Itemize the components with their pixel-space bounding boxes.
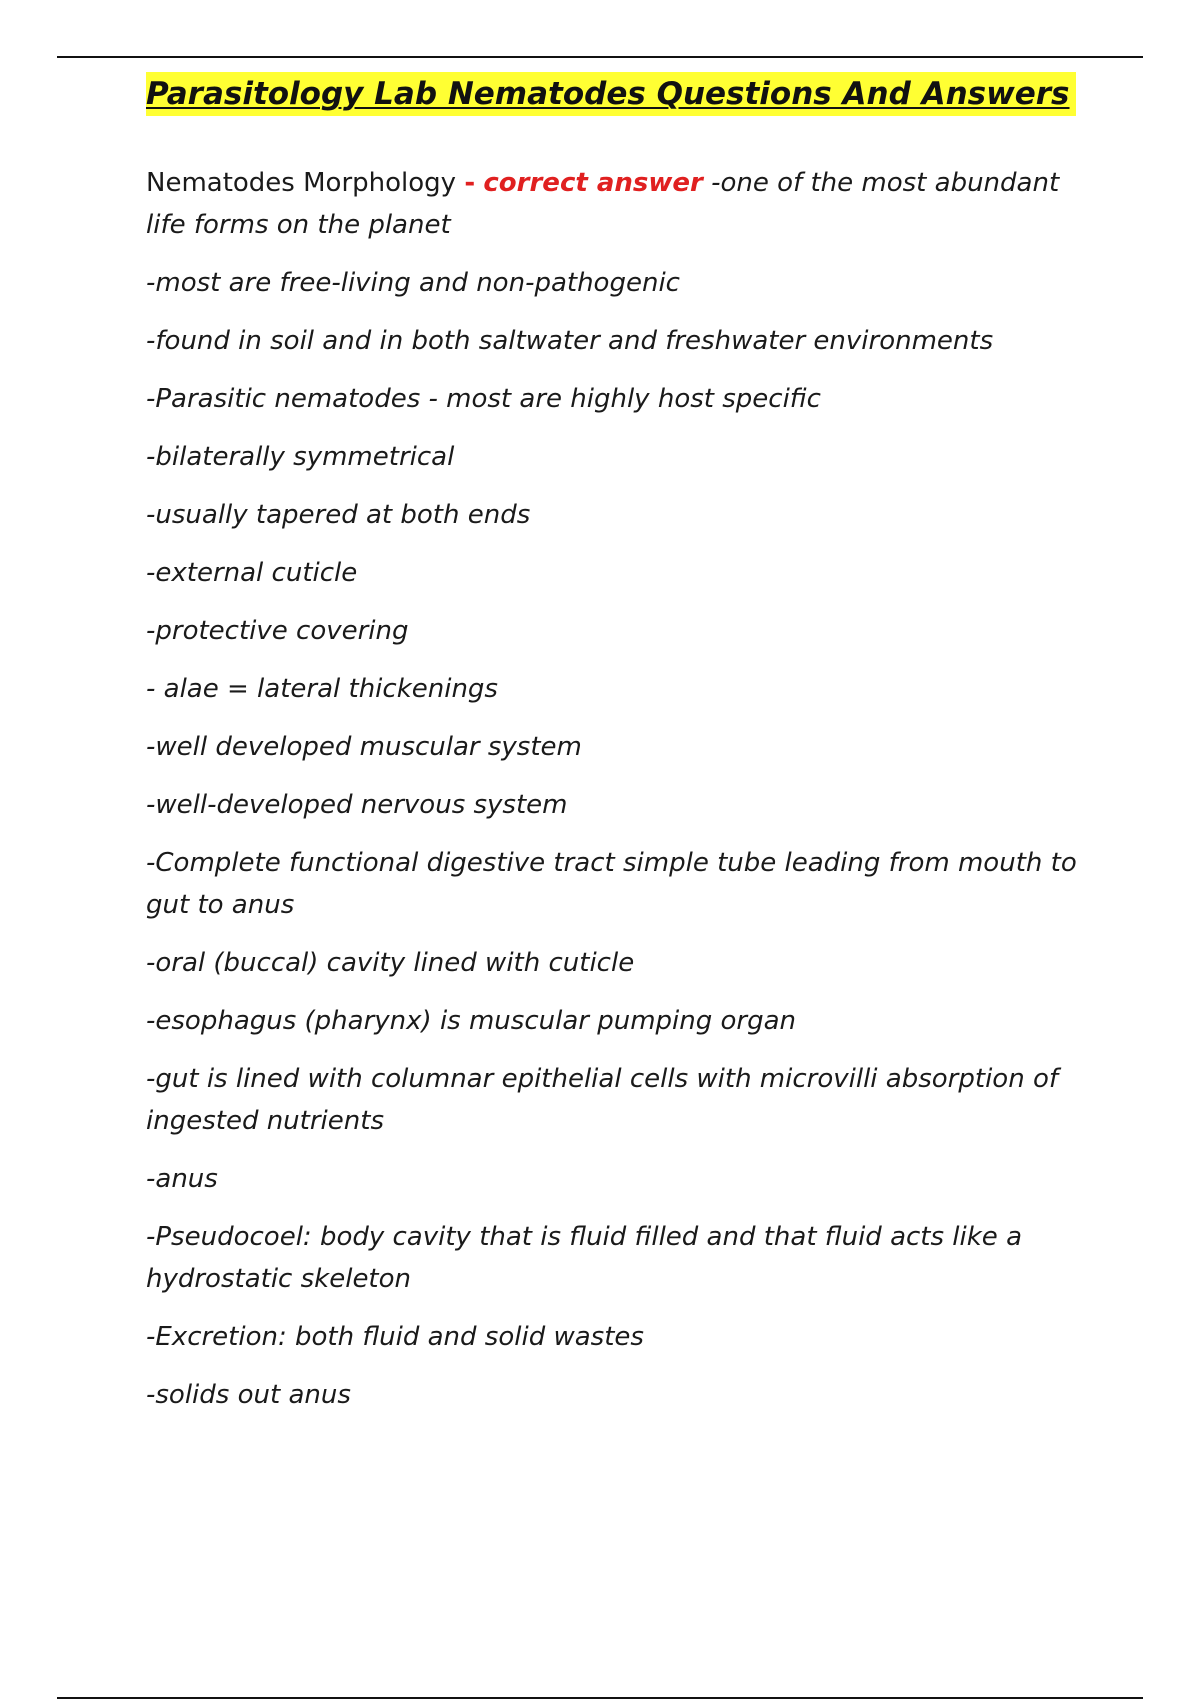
answer-text: -one of the most abundant life forms on the planet bbox=[146, 168, 1060, 240]
correct-answer-marker: correct answer bbox=[483, 168, 703, 198]
bottom-rule bbox=[57, 1697, 1143, 1699]
answer-line: - alae = lateral thickenings bbox=[146, 674, 498, 704]
question-text: Nematodes Morphology bbox=[146, 168, 457, 198]
answer-line: -bilaterally symmetrical bbox=[146, 442, 455, 472]
answer-line: -found in soil and in both saltwater and freshwater environments bbox=[146, 326, 994, 356]
answer-line: -anus bbox=[146, 1164, 218, 1194]
answer-line: -gut is lined with columnar epithelial cells with microvilli absorption of ingested nutrients bbox=[146, 1064, 1059, 1136]
answer-line: -usually tapered at both ends bbox=[146, 500, 531, 530]
answer-line: -solids out anus bbox=[146, 1380, 351, 1410]
answer-line: -Excretion: both fluid and solid wastes bbox=[146, 1322, 644, 1352]
answer-line: -Pseudocoel: body cavity that is fluid filled and that fluid acts like a hydrostatic skeleton bbox=[146, 1222, 1023, 1294]
answer-line: -external cuticle bbox=[146, 558, 358, 588]
answer-line: -Parasitic nematodes - most are highly host specific bbox=[146, 384, 821, 414]
answer-line: -oral (buccal) cavity lined with cuticle bbox=[146, 948, 635, 978]
answer-line: -esophagus (pharynx) is muscular pumping organ bbox=[146, 1006, 797, 1036]
separator-dash: - bbox=[464, 168, 476, 198]
document-title: Parasitology Lab Nematodes Questions And Answers bbox=[146, 72, 1076, 116]
answer-line: -Complete functional digestive tract simple tube leading from mouth to gut to anus bbox=[146, 848, 1077, 920]
answer-line: -most are free-living and non-pathogenic bbox=[146, 268, 680, 298]
top-rule bbox=[57, 56, 1143, 58]
answer-line: -well-developed nervous system bbox=[146, 790, 568, 820]
qa-list bbox=[146, 162, 1086, 1416]
answer-line: -well developed muscular system bbox=[146, 732, 582, 762]
qa-question-line bbox=[146, 162, 1086, 246]
document-body bbox=[146, 72, 1086, 1432]
answer-line: -protective covering bbox=[146, 616, 409, 646]
